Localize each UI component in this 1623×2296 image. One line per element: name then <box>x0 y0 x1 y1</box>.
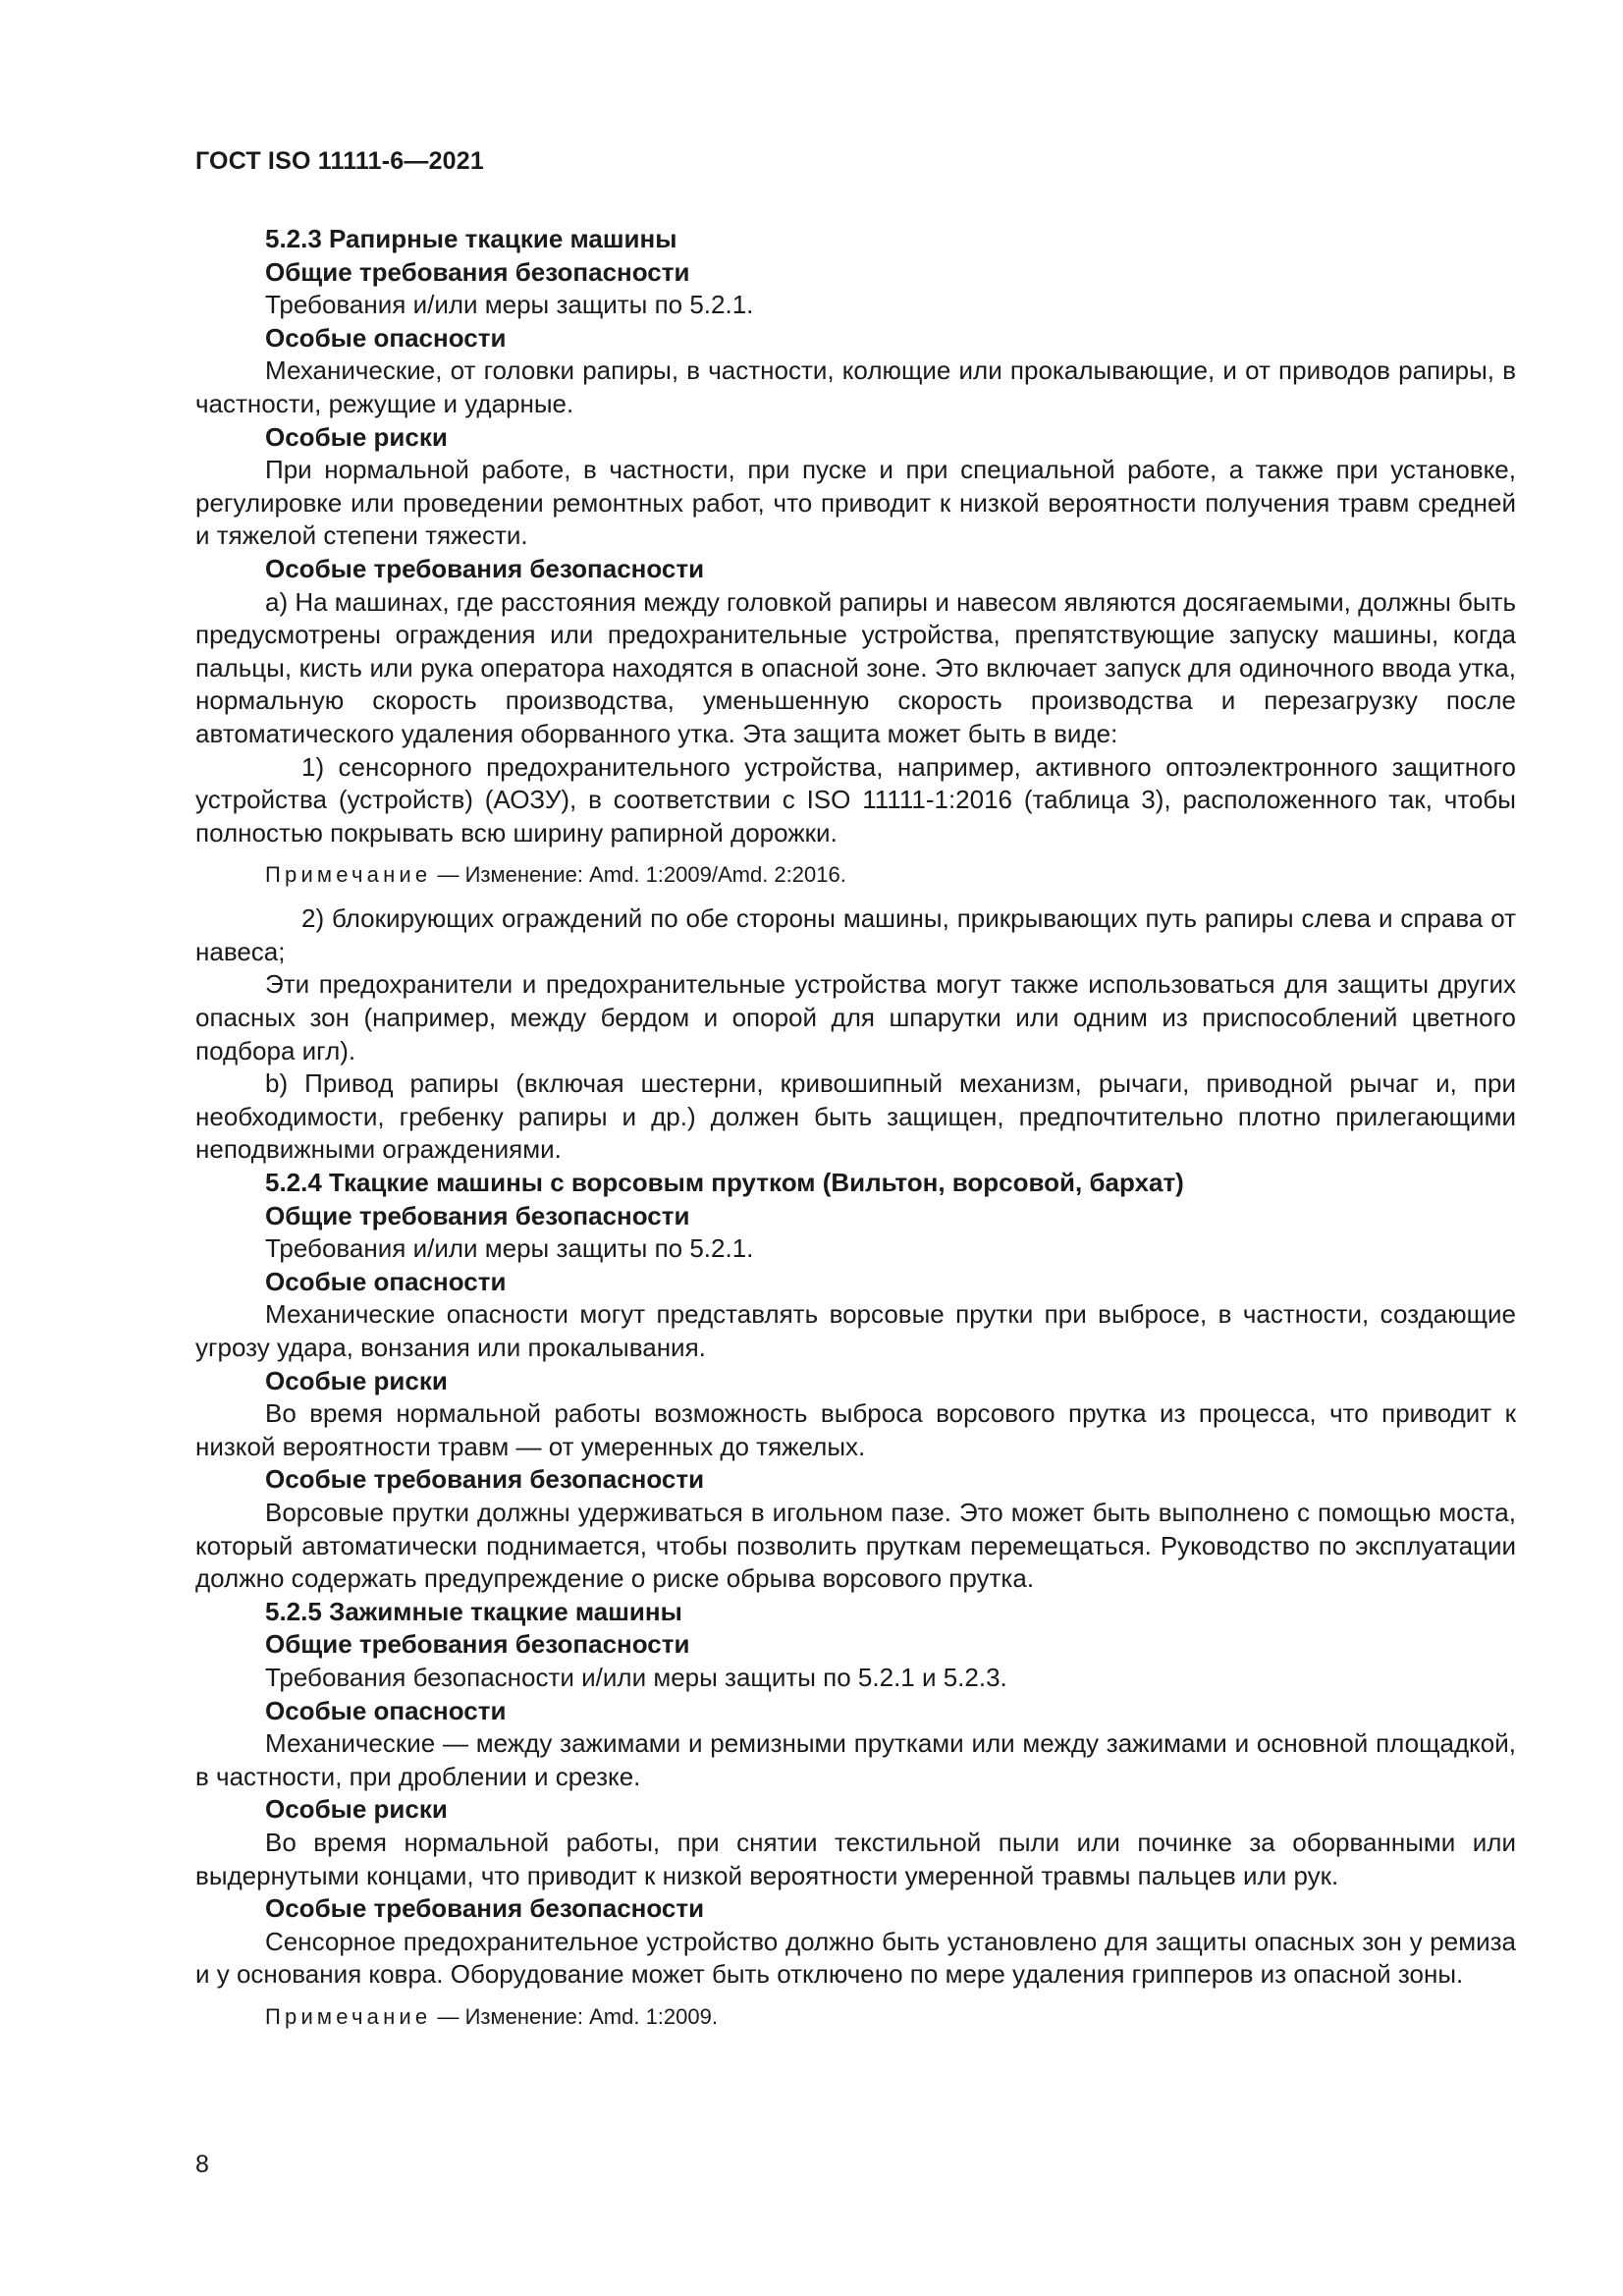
paragraph: Механические опасности могут представлять ворсовые прутки при выбросе, в частности, создающие угрозу удара, вонзания или прокалывания. <box>195 1299 1516 1362</box>
paragraph: Эти предохранители и предохранительные устройства могут также использоваться для защиты других опасных зон (например, между бердом и опорой для шпарутки или одним из приспособлений цветного подбора игл). <box>195 969 1516 1066</box>
note <box>195 2001 1516 2033</box>
list-item-2: 2) блокирующих ограждений по обе стороны машины, прикрывающих путь рапиры слева и справа от навеса; <box>195 903 1516 966</box>
subheading-specific-requirements: Особые требования безопасности <box>265 553 705 583</box>
list-item-b: b) Привод рапиры (включая шестерни, кривошипный механизм, рычаги, приводной рычаг и, при необходимости, гребенку рапиры и др.) должен быть защищен, предпочтительно плотно прилегающими неподвижными ограждениями. <box>195 1068 1516 1165</box>
page-number: 8 <box>195 2151 209 2178</box>
subheading-general-requirements: Общие требования безопасности <box>265 256 690 287</box>
paragraph: Требования безопасности и/или меры защиты по 5.2.1 и 5.2.3. <box>265 1662 1007 1692</box>
paragraph: Механические — между зажимами и ремизными прутками или между зажимами и основной площадкой, в частности, при дроблении и срезке. <box>195 1728 1516 1791</box>
list-item-a: a) На машинах, где расстояния между головкой рапиры и навесом являются досягаемыми, должны быть предусмотрены ограждения или предохранительные устройства, препятствующие запуску машины, когда пальцы, кисть или рука оператора находятся в опасной зоне. Это включает запуск для одиночного ввода утка, нормальную скорость производства, уменьшенную скорость производства и перезагрузку после автоматического удаления оборванного утка. Эта защита может быть в виде: <box>195 586 1517 748</box>
list-item-1: 1) сенсорного предохранительного устройства, например, активного оптоэлектронного защитного устройства (устройств) (АОЗУ), в соответствии с ISO 11111-1:2016 (таблица 3), расположенного так, чтобы полностью покрывать всю ширину рапирной дорожки. <box>195 751 1516 847</box>
section-title-5-2-3: 5.2.3 Рапирные ткацкие машины <box>265 224 677 253</box>
subheading-specific-requirements: Особые требования безопасности <box>265 1893 705 1924</box>
note-text: — Изменение: Amd. 1:2009/Amd. 2:2016. <box>431 862 846 888</box>
paragraph: Требования и/или меры защиты по 5.2.1. <box>265 1233 754 1264</box>
paragraph: Ворсовые прутки должны удерживаться в игольном пазе. Это может быть выполнено с помощью моста, который автоматически поднимается, чтобы позволить пруткам перемещаться. Руководство по эксплуатации должно содержать предупреждение о риске обрыва ворсового прутка. <box>195 1497 1516 1594</box>
paragraph: Механические, от головки рапиры, в частности, колющие или прокалывающие, и от приводов рапиры, в частности, режущие и ударные. <box>195 355 1516 418</box>
paragraph: Сенсорное предохранительное устройство должно быть установлено для защиты опасных зон у ремиза и у основания ковра. Оборудование может быть отключено по мере удаления грипперов из опасной зоны. <box>195 1926 1516 1990</box>
note <box>195 859 1516 891</box>
paragraph: Во время нормальной работы возможность выброса ворсового прутка из процесса, что приводит к низкой вероятности травм — от умеренных до тяжелых. <box>195 1398 1516 1461</box>
document-body <box>195 223 1516 2045</box>
note-label: Примечание <box>265 2003 432 2029</box>
document-header: ГОСТ ISO 11111-6—2021 <box>195 147 484 175</box>
section-title-5-2-5: 5.2.5 Зажимные ткацкие машины <box>265 1596 682 1626</box>
section-title-5-2-4: 5.2.4 Ткацкие машины с ворсовым прутком (Вильтон, ворсовой, бархат) <box>265 1168 1184 1198</box>
subheading-specific-risks: Особые риски <box>265 421 448 452</box>
subheading-general-requirements: Общие требования безопасности <box>265 1629 690 1660</box>
subheading-specific-risks: Особые риски <box>265 1794 448 1825</box>
subheading-specific-hazards: Особые опасности <box>265 1266 507 1296</box>
note-text: — Изменение: Amd. 1:2009. <box>431 2003 718 2029</box>
subheading-general-requirements: Общие требования безопасности <box>265 1200 690 1230</box>
subheading-specific-hazards: Особые опасности <box>265 322 507 353</box>
paragraph: Во время нормальной работы, при снятии текстильной пыли или починке за оборванными или выдернутыми концами, что приводит к низкой вероятности умеренной травмы пальцев или рук. <box>195 1827 1516 1890</box>
note-label: Примечание <box>265 862 432 888</box>
subheading-specific-hazards: Особые опасности <box>265 1695 507 1725</box>
paragraph: При нормальной работе, в частности, при пуске и при специальной работе, а также при установке, регулировке или проведении ремонтных работ, что приводит к низкой вероятности получения травм средней и тяжелой степени тяжести. <box>195 455 1516 551</box>
paragraph: Требования и/или меры защиты по 5.2.1. <box>265 290 754 320</box>
subheading-specific-risks: Особые риски <box>265 1365 448 1395</box>
subheading-specific-requirements: Особые требования безопасности <box>265 1464 705 1495</box>
